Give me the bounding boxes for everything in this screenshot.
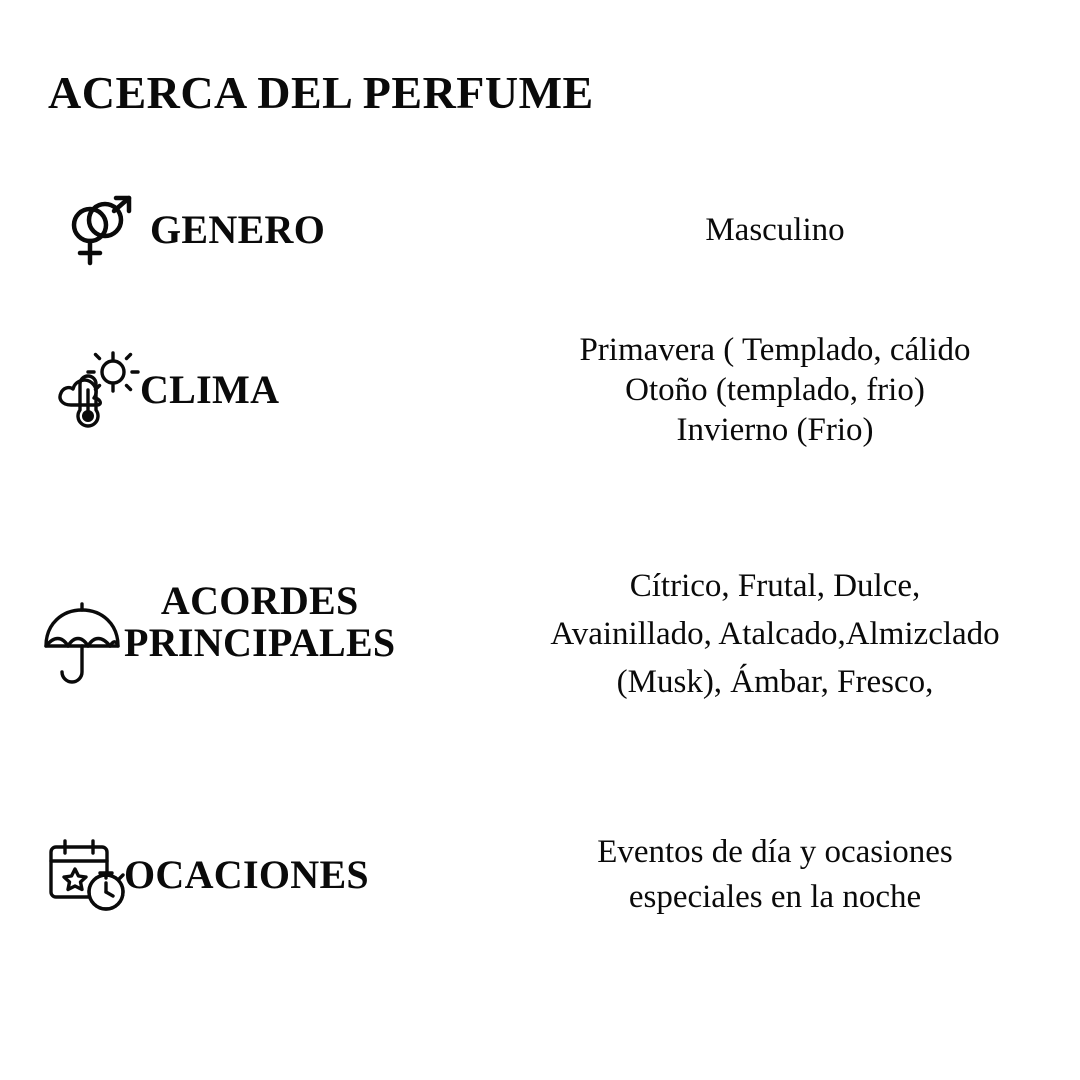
- clima-value-line-3: Invierno (Frio): [676, 412, 874, 449]
- clima-value-line-1: Primavera ( Templado, cálido: [579, 331, 971, 368]
- ocaciones-value-line-2: especiales en la noche: [628, 879, 922, 915]
- acordes-label: [124, 580, 395, 664]
- ocaciones-value: [470, 830, 1080, 919]
- info-row-clima: [0, 305, 1080, 475]
- acordes-value: [470, 563, 1080, 707]
- calendar-stopwatch-icon: [42, 835, 134, 915]
- acordes-value-line-2: Avainillado, Atalcado,Almizclado: [550, 616, 1000, 653]
- acordes-label-line-2: PRINCIPALES: [124, 620, 396, 665]
- clima-label-group: [0, 350, 470, 430]
- clima-value: [470, 330, 1080, 451]
- gender-symbols-icon: [52, 191, 144, 269]
- genero-label-group: [0, 191, 470, 269]
- info-row-ocaciones: [0, 790, 1080, 960]
- clima-value-line-2: Otoño (templado, frio): [625, 371, 925, 408]
- ocaciones-value-line-1: Eventos de día y ocasiones: [597, 834, 953, 871]
- acordes-label-line-1: ACORDES: [160, 578, 359, 623]
- acordes-value-line-1: Cítrico, Frutal, Dulce,: [629, 568, 921, 605]
- acordes-label-group: [0, 580, 470, 690]
- genero-value-line-1: Masculino: [705, 211, 845, 248]
- genero-label: GENERO: [150, 207, 326, 252]
- umbrella-icon: [36, 580, 128, 690]
- genero-value: [470, 210, 1080, 250]
- ocaciones-label: OCACIONES: [124, 852, 369, 897]
- page-title: ACERCA DEL PERFUME: [48, 67, 594, 118]
- clima-label: CLIMA: [140, 367, 280, 412]
- info-row-acordes-principales: [0, 520, 1080, 750]
- acordes-value-line-3: (Musk), Ámbar, Fresco,: [616, 663, 934, 700]
- weather-thermometer-sun-cloud-icon: [52, 350, 144, 430]
- ocaciones-label-group: [0, 835, 470, 915]
- info-row-genero: [0, 170, 1080, 290]
